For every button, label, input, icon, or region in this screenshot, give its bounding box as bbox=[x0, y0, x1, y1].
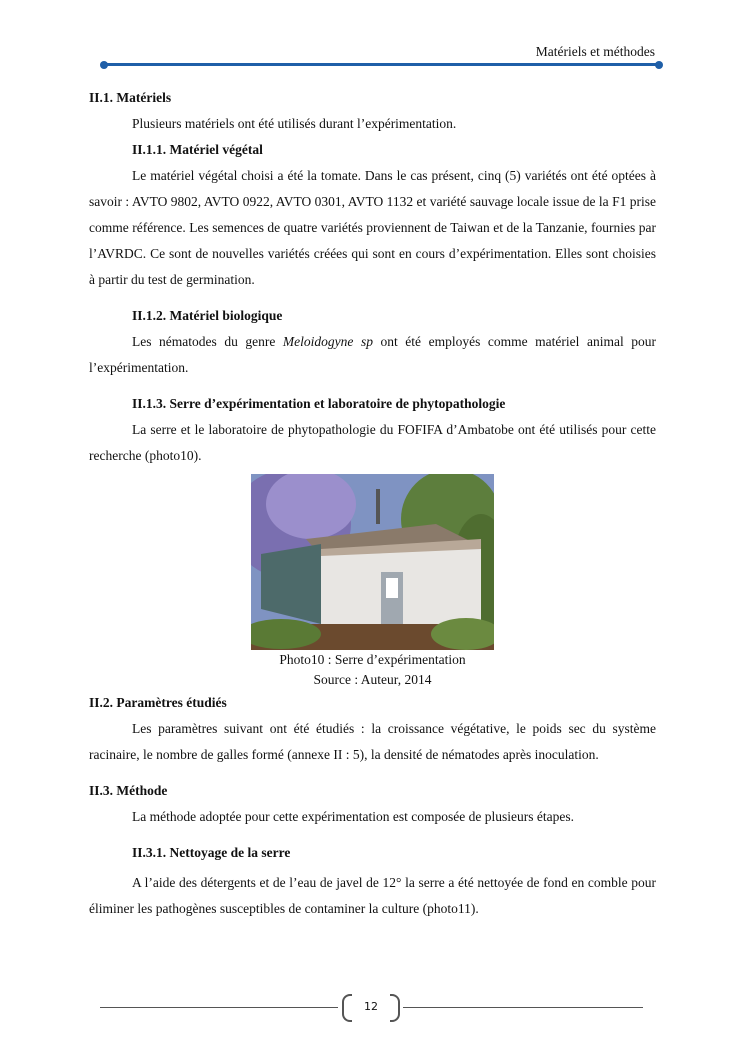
greenhouse-photo bbox=[251, 474, 494, 650]
header-rule-dot-left bbox=[100, 61, 108, 69]
paragraph-serre: La serre et le laboratoire de phytopathologie du FOFIFA d’Ambatobe ont été utilisés pour cette recherche (photo10). bbox=[89, 422, 656, 463]
paragraph-materiels-intro: Plusieurs matériels ont été utilisés durant l’expérimentation. bbox=[132, 116, 457, 131]
paragraph-methode: La méthode adoptée pour cette expérimentation est composée de plusieurs étapes. bbox=[132, 809, 574, 824]
paragraph-materiel-biologique bbox=[89, 329, 656, 381]
footer-rule-left bbox=[100, 1007, 338, 1008]
greenhouse-illustration bbox=[251, 474, 494, 650]
page-number: 12 bbox=[364, 1000, 378, 1013]
text-segment: ont été employés comme matériel animal pour l’expérimentation. bbox=[89, 334, 656, 375]
paragraph-parametres: Les paramètres suivant ont été étudiés : la croissance végétative, le poids sec du système racinaire, le nombre de galles formé (annexe II : 5), la densité de nématodes après inoculation. bbox=[89, 721, 656, 762]
section-heading-methode: II.3. Méthode bbox=[89, 783, 168, 798]
text-segment: Les nématodes du genre bbox=[132, 334, 283, 349]
subsection-heading-materiel-vegetal: II.1.1. Matériel végétal bbox=[132, 142, 263, 157]
figure-source: Source : Auteur, 2014 bbox=[313, 672, 432, 687]
subsection-heading-nettoyage: II.3.1. Nettoyage de la serre bbox=[132, 845, 291, 860]
subsection-heading-serre: II.1.3. Serre d’expérimentation et laboratoire de phytopathologie bbox=[132, 396, 506, 411]
footer-rule-right bbox=[403, 1007, 643, 1008]
paragraph-materiel-vegetal: Le matériel végétal choisi a été la tomate. Dans le cas présent, cinq (5) variétés ont été optées à savoir : AVTO 9802, AVTO 0922, AVTO 0301, AVTO 1132 et variété sauvage locale issue de la F1 prise comme référence. Les semences de quatre variétés proviennent de Taiwan et de la Tanzanie, fournies par l’AVRDC. Ce sont de nouvelles variétés créées qui sont en cours d’expérimentation. Elles sont choisies à partir du test de germination. bbox=[89, 168, 656, 287]
page-header-title: Matériels et méthodes bbox=[535, 44, 655, 59]
figure-caption: Photo10 : Serre d’expérimentation bbox=[279, 652, 466, 667]
subsection-heading-materiel-biologique: II.1.2. Matériel biologique bbox=[132, 308, 283, 323]
section-heading-materiels: II.1. Matériels bbox=[89, 90, 172, 105]
figure-photo10 bbox=[89, 474, 656, 690]
header-rule-dot-right bbox=[655, 61, 663, 69]
header-rule bbox=[103, 63, 659, 66]
paragraph-nettoyage: A l’aide des détergents et de l’eau de javel de 12° la serre a été nettoyée de fond en comble pour éliminer les pathogènes susceptibles de contaminer la culture (photo11). bbox=[89, 875, 656, 916]
species-name: Meloidogyne sp bbox=[282, 334, 373, 349]
page-body bbox=[89, 85, 656, 922]
section-heading-parametres: II.2. Paramètres étudiés bbox=[89, 695, 227, 710]
